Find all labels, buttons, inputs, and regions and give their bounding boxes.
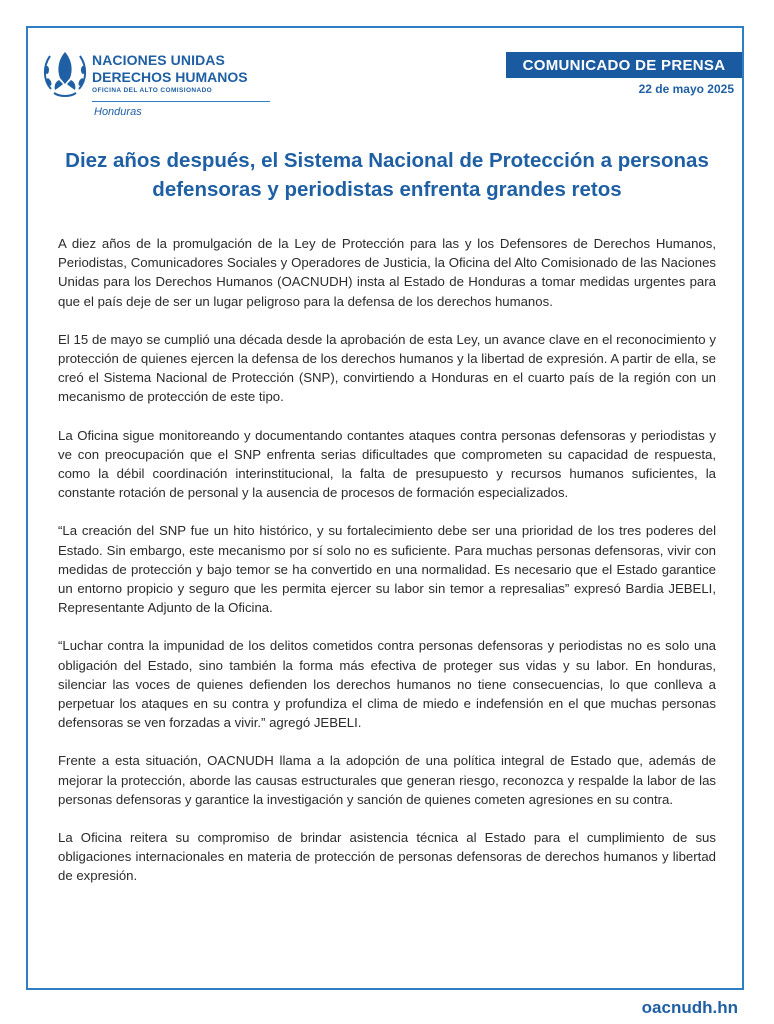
- document-title: Diez años después, el Sistema Nacional de Protección a personas defensoras y periodistas enfrenta grandes retos: [65, 149, 709, 201]
- logo-text-line2: DERECHOS HUMANOS: [92, 69, 248, 85]
- office-name: Honduras: [94, 106, 142, 118]
- paragraph: “La creación del SNP fue un hito histórico, y su fortalecimiento debe ser una prioridad de los tres poderes del Estado. Sin embargo, este mecanismo por sí solo no es suficiente. Para muchas personas defensoras, vivir con medidas de protección y bajo temor se ha convertido en una normalidad. Es necesario que el Estado garantice un entorno propicio y seguro que les permita ejercer su labor sin temor a represalias” expresó Bardia JEBELI, Representante Adjunto de la Oficina.: [58, 523, 716, 616]
- logo-text-line3: OFICINA DEL ALTO COMISIONADO: [92, 87, 213, 94]
- un-emblem-icon: [40, 40, 90, 102]
- footer-website-link[interactable]: oacnudh.hn: [641, 998, 738, 1017]
- paragraph: El 15 de mayo se cumplió una década desde la aprobación de esta Ley, un avance clave en el reconocimiento y protección de quienes ejercen la defensa de los derechos humanos y la libertad de expresión. A partir de ella, se creó el Sistema Nacional de Protección (SNP), convirtiendo a Honduras en el cuarto país de la región con un mecanismo de protección de este tipo.: [58, 331, 716, 405]
- release-date: 22 de mayo 2025: [638, 82, 734, 96]
- paragraph: Frente a esta situación, OACNUDH llama a la adopción de una política integral de Estado que, además de mejorar la protección, aborde las causas estructurales que generan riesgo, reconozca y respalde la labor de las personas defensoras y garantice la investigación y sanción de quienes cometen agresiones en su contra.: [58, 753, 716, 807]
- paragraph: La Oficina sigue monitoreando y documentando contantes ataques contra personas defensoras y periodistas y ve con preocupación que el SNP enfrenta serias dificultades que comprometen su capacidad de respuesta, como la débil coordinación interinstitucional, la falta de presupuesto y recursos humanos suficientes, la constante rotación de personal y la ausencia de procesos de formación especializados.: [58, 427, 716, 501]
- logo-text-line1: NACIONES UNIDAS: [92, 52, 225, 68]
- paragraph: “Luchar contra la impunidad de los delitos cometidos contra personas defensoras y periodistas no es solo una obligación del Estado, sino también la forma más efectiva de proteger sus vidas y su labor. En honduras, silenciar las voces de quienes defienden los derechos humanos no tiene consecuencias, lo que conlleva a perpetuar los ataques en su contra y profundiza el clima de miedo e indefensión en el que muchas personas defensoras se ven forzadas a vivir.” agregó JEBELI.: [58, 638, 716, 731]
- paragraph: A diez años de la promulgación de la Ley de Protección para las y los Defensores de Derechos Humanos, Periodistas, Comunicadores Sociales y Operadores de Justicia, la Oficina del Alto Comisionado de las Naciones Unidas para los Derechos Humanos (OACNUDH) insta al Estado de Honduras a tomar medidas urgentes para que el país deje de ser un lugar peligroso para la defensa de los derechos humanos.: [58, 236, 716, 309]
- paragraph: La Oficina reitera su compromiso de brindar asistencia técnica al Estado para el cumplimiento de sus obligaciones internacionales en materia de protección de personas defensoras de derechos humanos y libertad de expresión.: [58, 830, 716, 884]
- press-release-banner: COMUNICADO DE PRENSA: [506, 52, 742, 78]
- document-body: [58, 234, 716, 905]
- logo-divider: [92, 101, 270, 102]
